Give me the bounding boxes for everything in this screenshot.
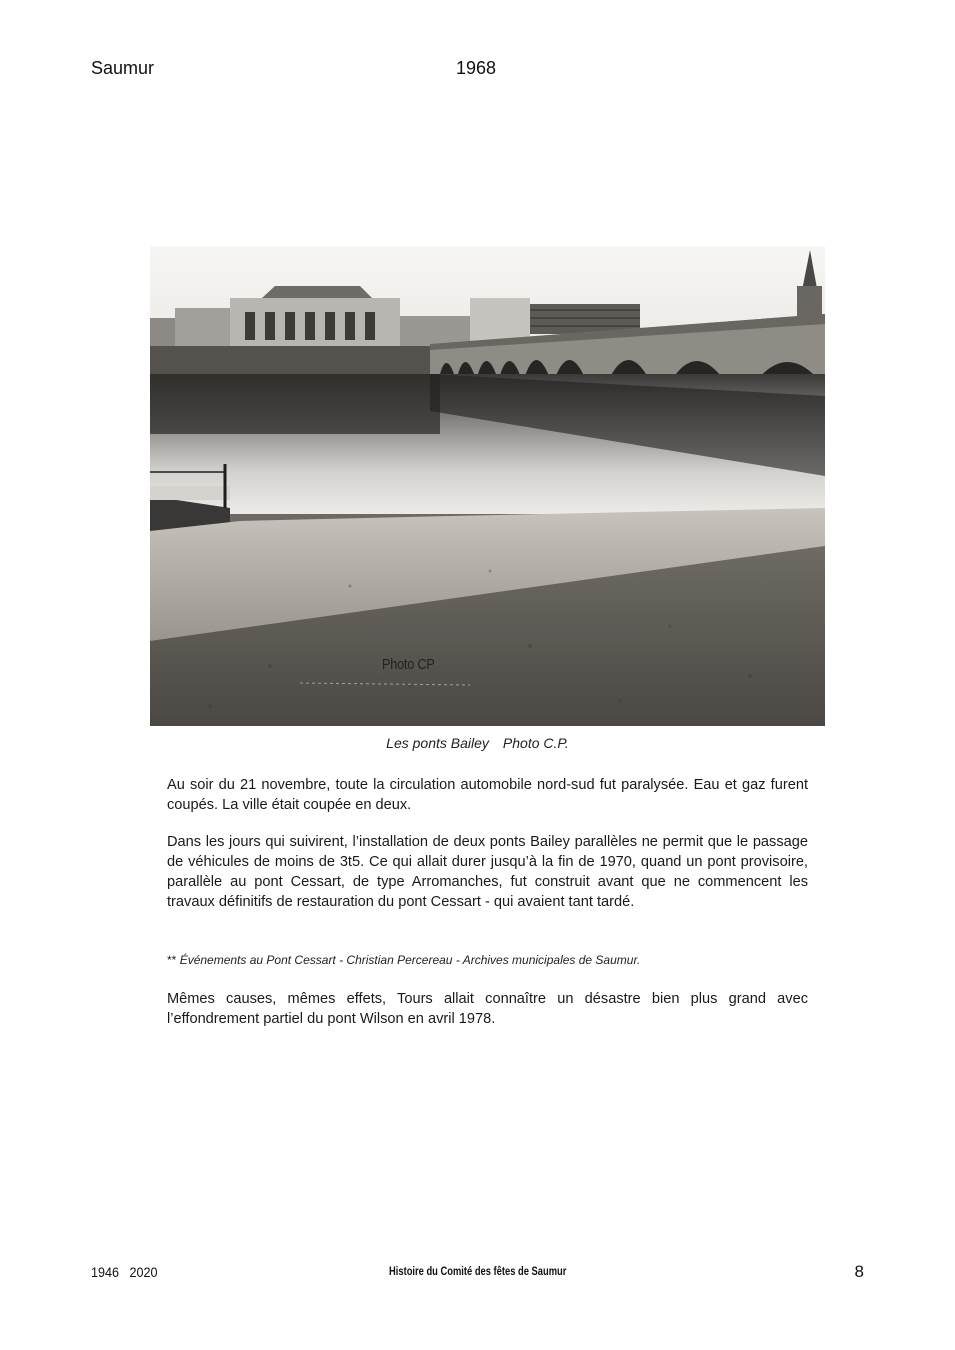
footer-years: 1946 2020 [91,1264,158,1280]
footnote-source: Événements au Pont Cessart - Christian Percereau - Archives municipales de Saumur. [179,953,641,967]
footnote [167,953,808,967]
footer-title [0,1264,955,1278]
bridge-photo [150,246,825,726]
paragraph-tours: Mêmes causes, mêmes effets, Tours allait connaître un désastre bien plus grand avec l’effondrement partiel du pont Wilson en avril 1978. [167,991,808,1027]
header-location: Saumur [91,58,155,78]
paragraph-bailey-bridges: Dans les jours qui suivirent, l’installation de deux ponts Bailey parallèles ne permit que le passage de véhicules de moins de 3t5. Ce qui allait durer jusqu’à la fin de 1970, quand un pont provisoire, parallèle au pont Cessart, de type Arromanches, fut construit avant que ne commencent les travaux définitifs de restauration du pont Cessart - qui avaient tant tardé. [167,834,808,910]
footer-title-text: Histoire du Comité des fêtes de Saumur [388,1264,567,1278]
page-number: 8 [854,1262,864,1281]
caption-title: Les ponts Bailey [386,735,489,751]
bridge-photo-illustration [150,246,825,726]
footnote-marker: ** [167,953,177,967]
photo-caption [0,735,955,751]
header-year: 1968 [456,58,497,78]
caption-credit: Photo C.P. [502,735,569,751]
paragraph-traffic: Au soir du 21 novembre, toute la circulation automobile nord-sud fut paralysée. Eau et gaz furent coupés. La ville était coupée en deux. [167,777,808,813]
photo-watermark-credit: Photo CP [382,656,435,673]
